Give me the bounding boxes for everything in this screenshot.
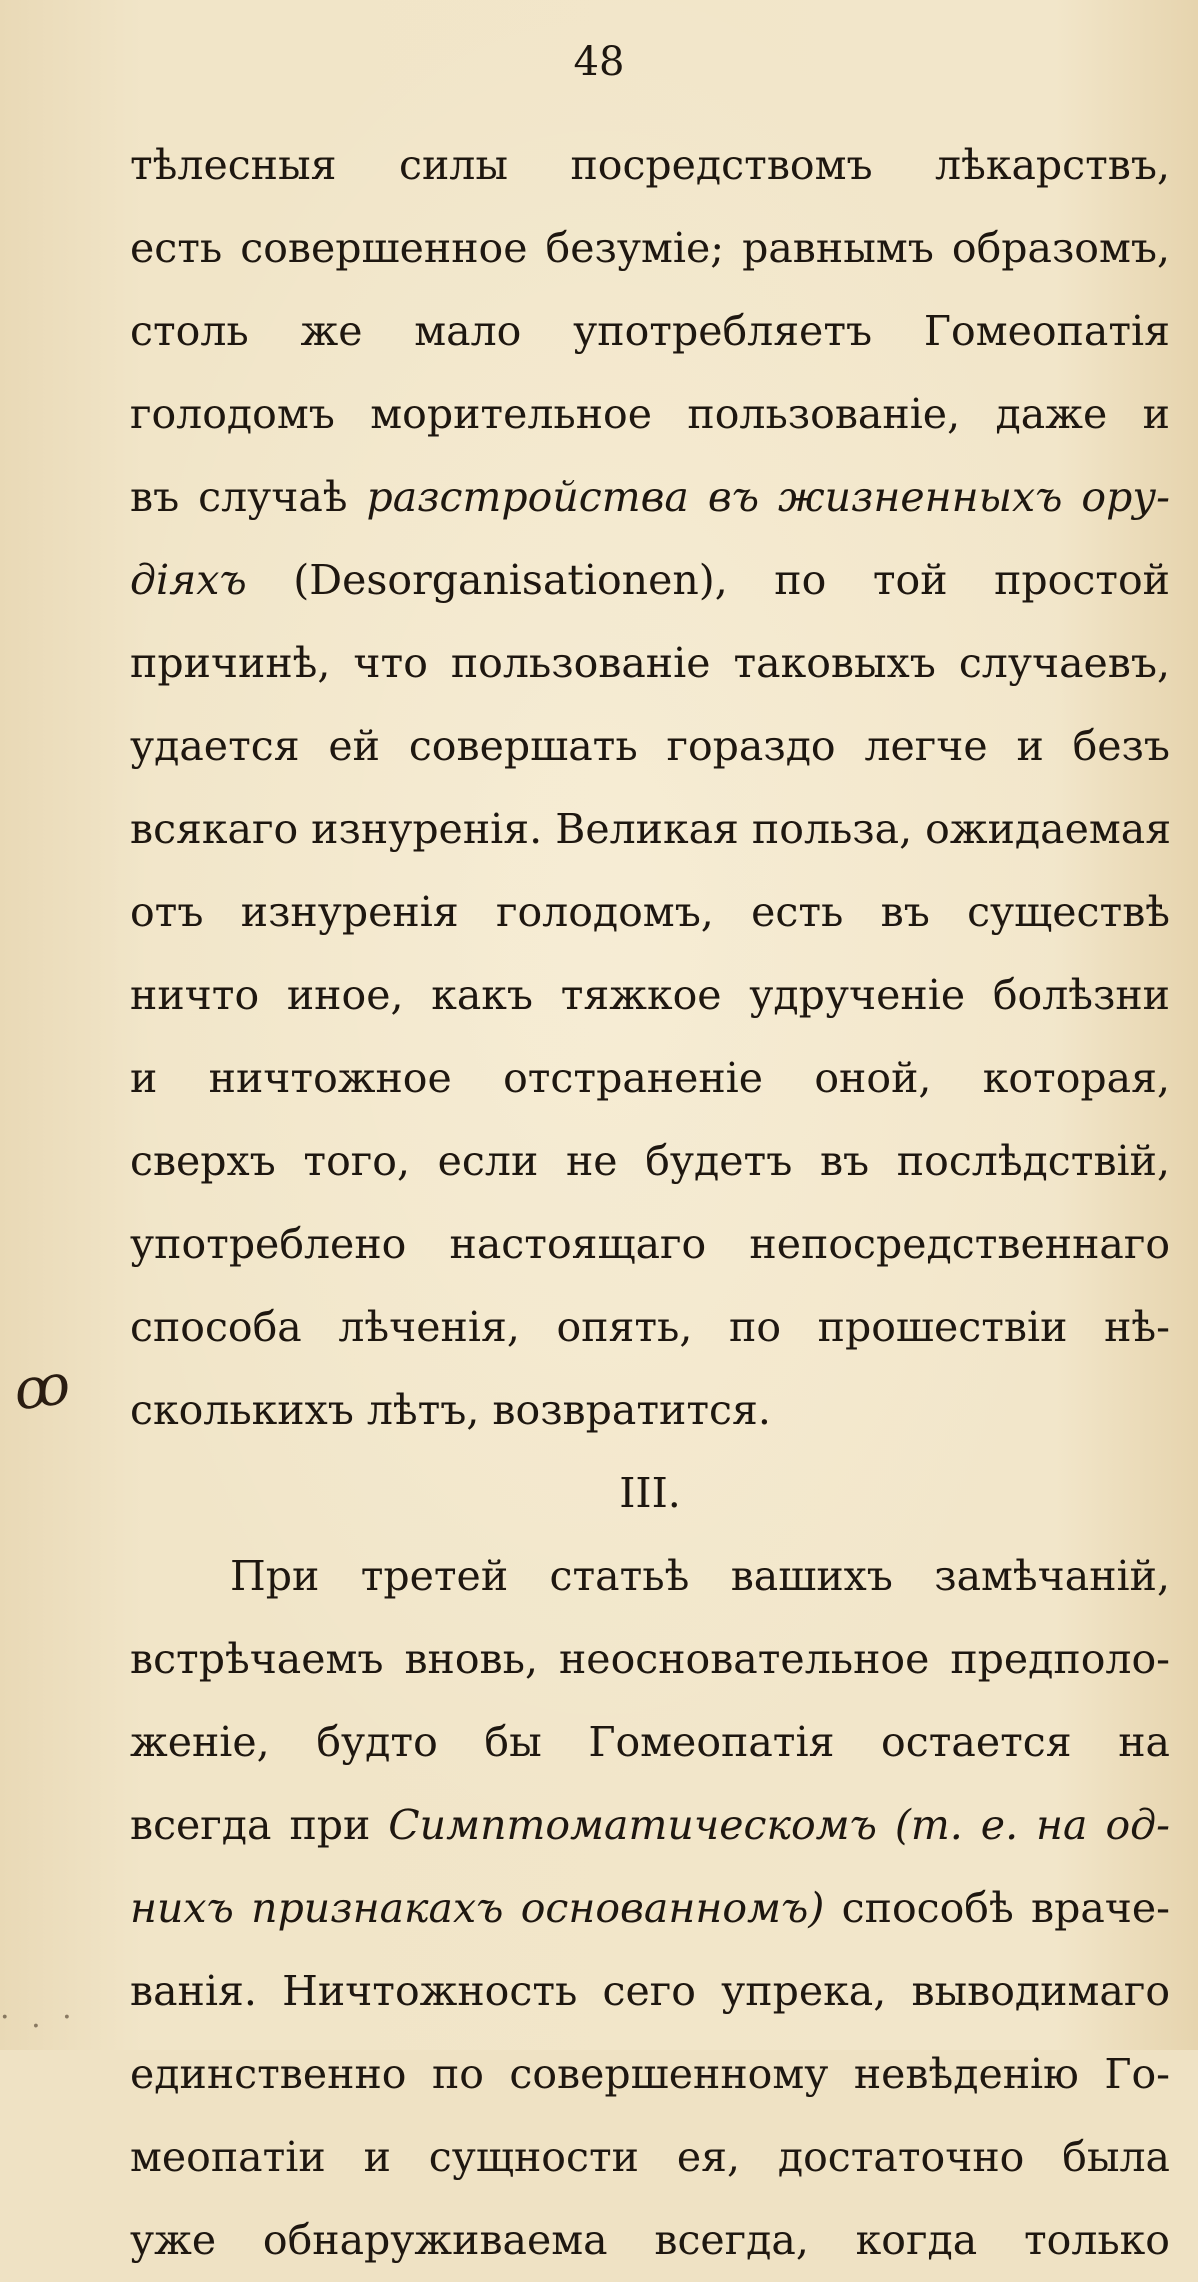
page-number: 48 [573,39,625,85]
body-text [130,124,1170,2282]
handwritten-margin-note: ꝏ [9,1351,75,1424]
text-line: единственно по совершенному невѣденію Го- [130,2050,1170,2098]
text-line: отъ изнуренія голодомъ, есть въ существѣ [130,888,1170,936]
text-line [130,1867,1170,1950]
text-line: женіе, будто бы Гомеопатія остается на [130,1718,1170,1766]
text-line: всякаго изнуренія. Великая польза, ожидаемая [130,805,1172,853]
text-line: тѣлесныя силы посредствомъ лѣкарствъ, [130,141,1170,189]
cut-off-bottom-line: · . · [0,2000,78,2035]
text-line: удается ей совершать гораздо легче и безъ [130,722,1170,770]
text-fragment: въ случаѣ [130,473,367,521]
text-line [130,539,1170,622]
italic-fragment: діяхъ [130,556,247,604]
text-line: При третей статьѣ вашихъ замѣчаній, [230,1552,1170,1600]
text-line: способа лѣченія, опять, по прошествіи нѣ- [130,1303,1170,1351]
text-line: голодомъ морительное пользованіе, даже и [130,390,1170,438]
section-heading: III. [619,1469,681,1517]
text-fragment: способѣ враче- [824,1884,1170,1932]
text-fragment: (Desorganisationen), по той простой [246,556,1170,604]
text-line: сколькихъ лѣтъ, возвратится. [130,1386,771,1434]
text-line: сверхъ того, если не будетъ въ послѣдствій, [130,1137,1170,1185]
italic-fragment: Симптоматическомъ (т. е. на од- [388,1801,1170,1849]
text-line: уже обнаруживаема всегда, когда только [130,2216,1170,2264]
text-line: и ничтожное отстраненіе оной, которая, [130,1054,1170,1102]
text-line: столь же мало употребляетъ Гомеопатія [130,307,1170,355]
text-line: меопатіи и сущности ея, достаточно была [130,2133,1170,2181]
text-line: ванія. Ничтожность сего упрека, выводимаго [130,1967,1170,2015]
text-fragment: всегда при [130,1801,389,1849]
text-line: употреблено настоящаго непосредственнаго [130,1220,1170,1268]
italic-fragment: нихъ признакахъ основанномъ) [130,1884,825,1932]
text-line [130,1784,1170,1867]
italic-fragment: разстройства въ жизненныхъ ору- [366,473,1171,521]
text-line: есть совершенное безуміе; равнымъ образомъ, [130,224,1170,272]
text-line [130,456,1170,539]
text-line: ничто иное, какъ тяжкое удрученіе болѣзни [130,971,1170,1019]
text-line: причинѣ, что пользованіе таковыхъ случаевъ, [130,639,1170,687]
text-line: встрѣчаемъ вновь, неосновательное предполо- [130,1635,1170,1683]
